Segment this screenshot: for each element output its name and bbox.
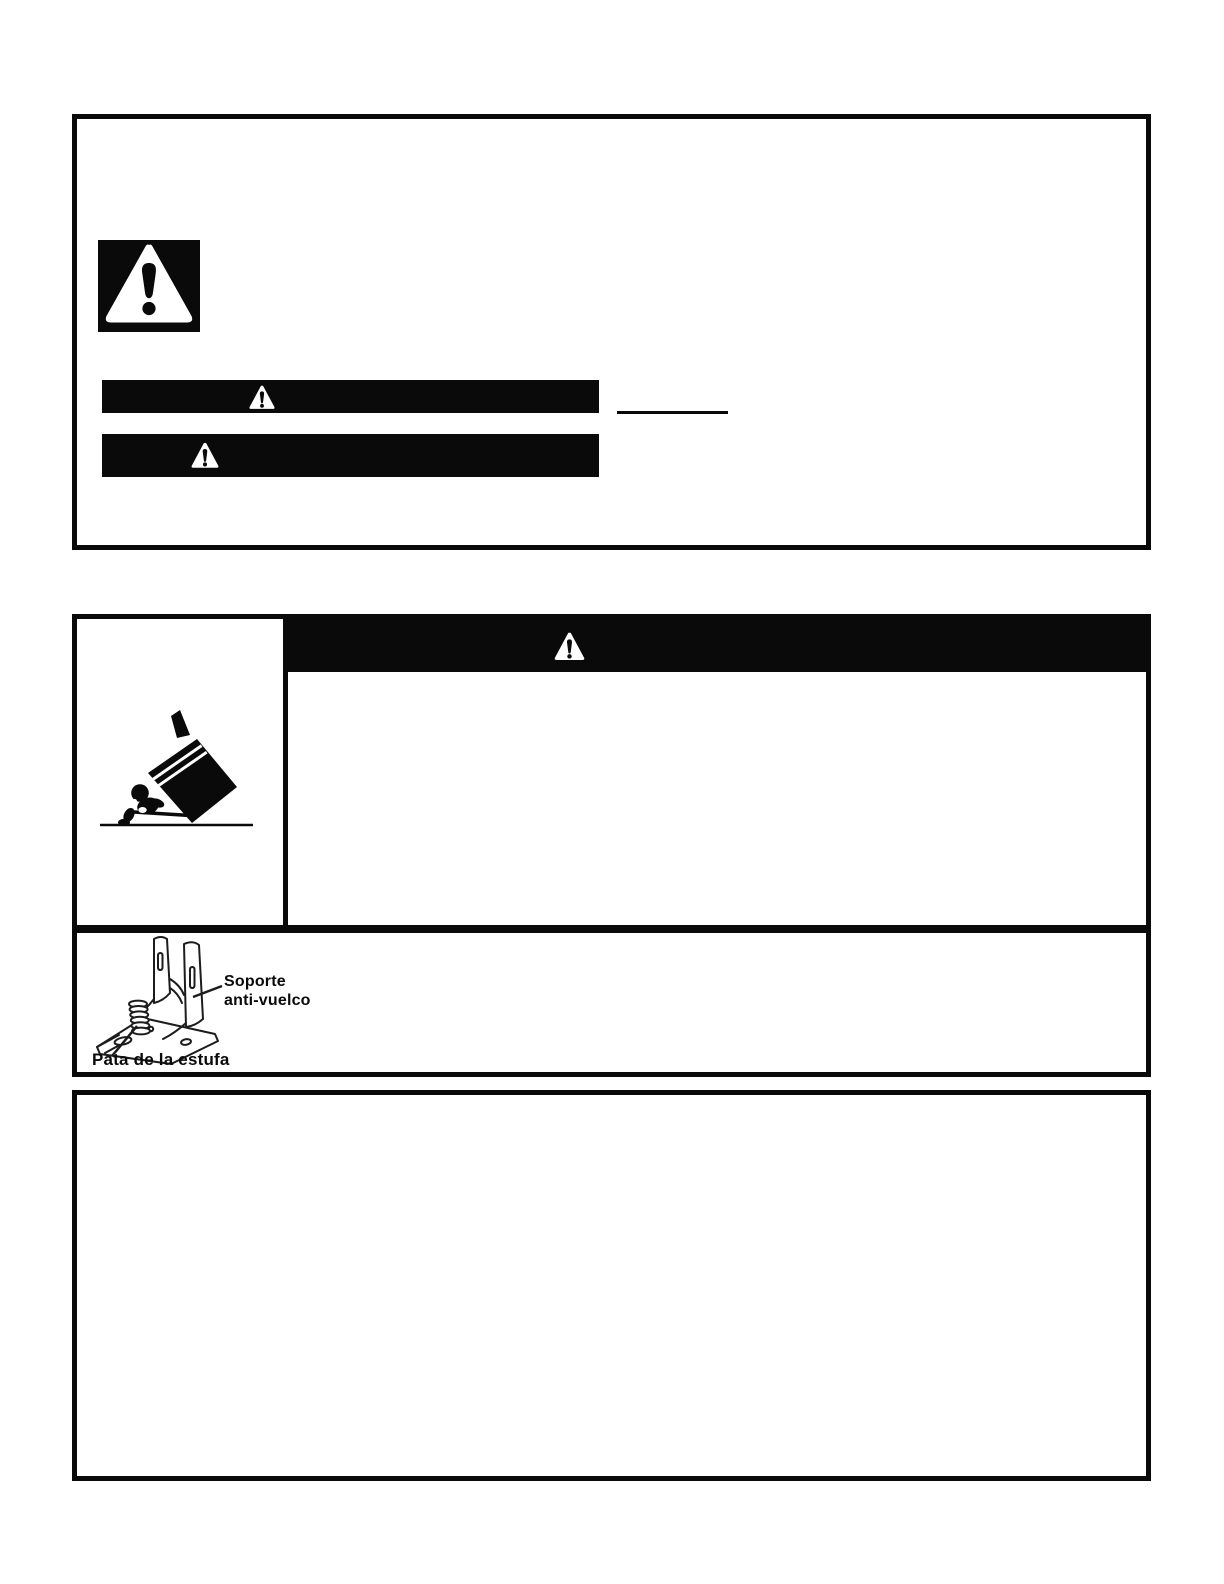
warning-banner-1 — [102, 380, 599, 413]
warning-triangle-icon — [98, 240, 200, 332]
warning-triangle-icon — [248, 382, 276, 412]
safety-instructions-box — [72, 114, 1151, 550]
warning-banner-2 — [102, 434, 599, 477]
warning-triangle-icon — [190, 438, 220, 472]
empty-text-box — [72, 1090, 1151, 1481]
child-tipping-range-icon — [77, 619, 283, 925]
bracket-label-line1: Soporte — [224, 973, 286, 990]
warning-header-bar — [288, 619, 1146, 672]
bracket-label-line2: anti-vuelco — [224, 992, 311, 1009]
warning-triangle-icon — [553, 629, 586, 663]
blank-underline — [617, 411, 728, 414]
range-leg-label: Pata de la estufa — [92, 1050, 230, 1069]
bracket-label — [224, 972, 311, 1010]
